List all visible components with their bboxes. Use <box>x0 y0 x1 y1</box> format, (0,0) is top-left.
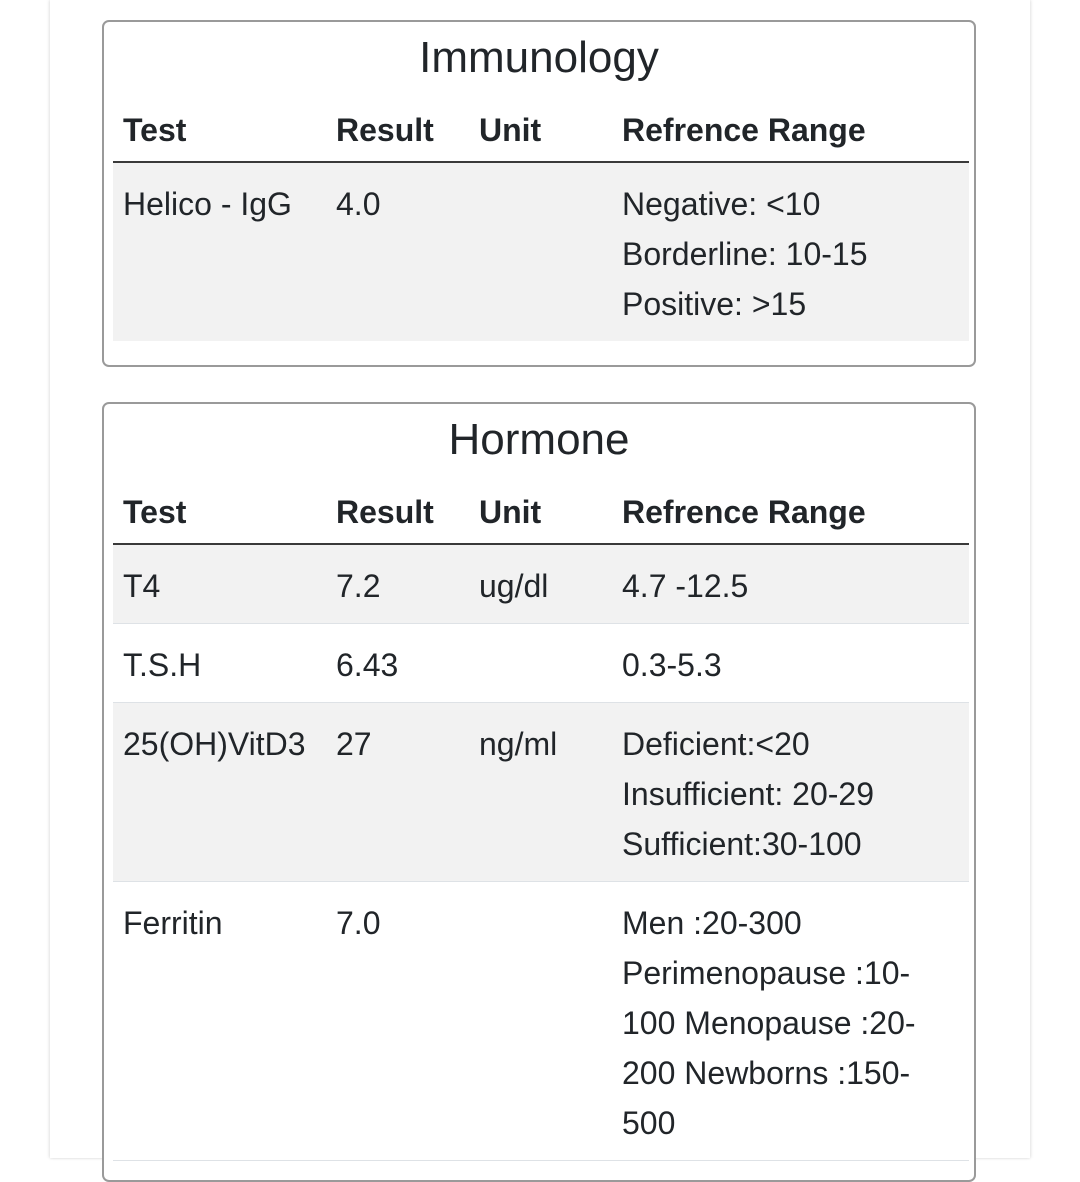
test-name: Helico - IgG <box>113 162 326 341</box>
hormone-title: Hormone <box>448 415 630 464</box>
reference-range-line: Insufficient: 20-29 <box>622 776 875 812</box>
reference-range-line: 100 Menopause :20- <box>622 1005 916 1041</box>
test-unit <box>469 624 612 703</box>
reference-range <box>612 162 969 341</box>
reference-range <box>612 624 969 703</box>
reference-range-line: 0.3-5.3 <box>622 647 722 683</box>
table-row <box>113 703 969 882</box>
immunology-table <box>113 112 969 341</box>
header-result: Result <box>326 494 469 544</box>
hormone-card <box>102 402 976 1182</box>
reference-range-line: 200 Newborns :150- <box>622 1055 911 1091</box>
table-row <box>113 544 969 624</box>
reference-range-line: Perimenopause :10- <box>622 955 911 991</box>
test-name: Ferritin <box>113 882 326 1161</box>
header-test: Test <box>113 494 326 544</box>
header-test: Test <box>113 112 326 162</box>
reference-range-line: Deficient:<20 <box>622 726 810 762</box>
test-name: T.S.H <box>113 624 326 703</box>
header-unit: Unit <box>469 494 612 544</box>
test-name: T4 <box>113 544 326 624</box>
reference-range-line: Negative: <10 <box>622 186 821 222</box>
reference-range-line: Positive: >15 <box>622 286 807 322</box>
reference-range <box>612 882 969 1161</box>
reference-range <box>612 544 969 624</box>
header-reference-range: Refrence Range <box>612 494 969 544</box>
test-result: 27 <box>326 703 469 882</box>
test-unit <box>469 882 612 1161</box>
immunology-card <box>102 20 976 367</box>
test-result: 7.2 <box>326 544 469 624</box>
table-row <box>113 882 969 1161</box>
test-result: 4.0 <box>326 162 469 341</box>
reference-range-line: 500 <box>622 1105 676 1141</box>
reference-range-line: Borderline: 10-15 <box>622 236 868 272</box>
reference-range-line: Men :20-300 <box>622 905 802 941</box>
reference-range-line: Sufficient:30-100 <box>622 826 862 862</box>
table-row <box>113 162 969 341</box>
table-row-end <box>113 1161 969 1182</box>
table-header-row <box>113 494 969 544</box>
test-unit <box>469 162 612 341</box>
test-unit: ng/ml <box>469 703 612 882</box>
reference-range-line: 4.7 -12.5 <box>622 568 749 604</box>
table-row <box>113 624 969 703</box>
header-result: Result <box>326 112 469 162</box>
immunology-title: Immunology <box>419 33 659 82</box>
hormone-table <box>113 494 969 1181</box>
test-result: 7.0 <box>326 882 469 1161</box>
table-header-row <box>113 112 969 162</box>
test-name: 25(OH)VitD3 <box>113 703 326 882</box>
test-unit: ug/dl <box>469 544 612 624</box>
header-reference-range: Refrence Range <box>612 112 969 162</box>
header-unit: Unit <box>469 112 612 162</box>
table-end-spacer <box>113 1161 969 1182</box>
reference-range <box>612 703 969 882</box>
test-result: 6.43 <box>326 624 469 703</box>
